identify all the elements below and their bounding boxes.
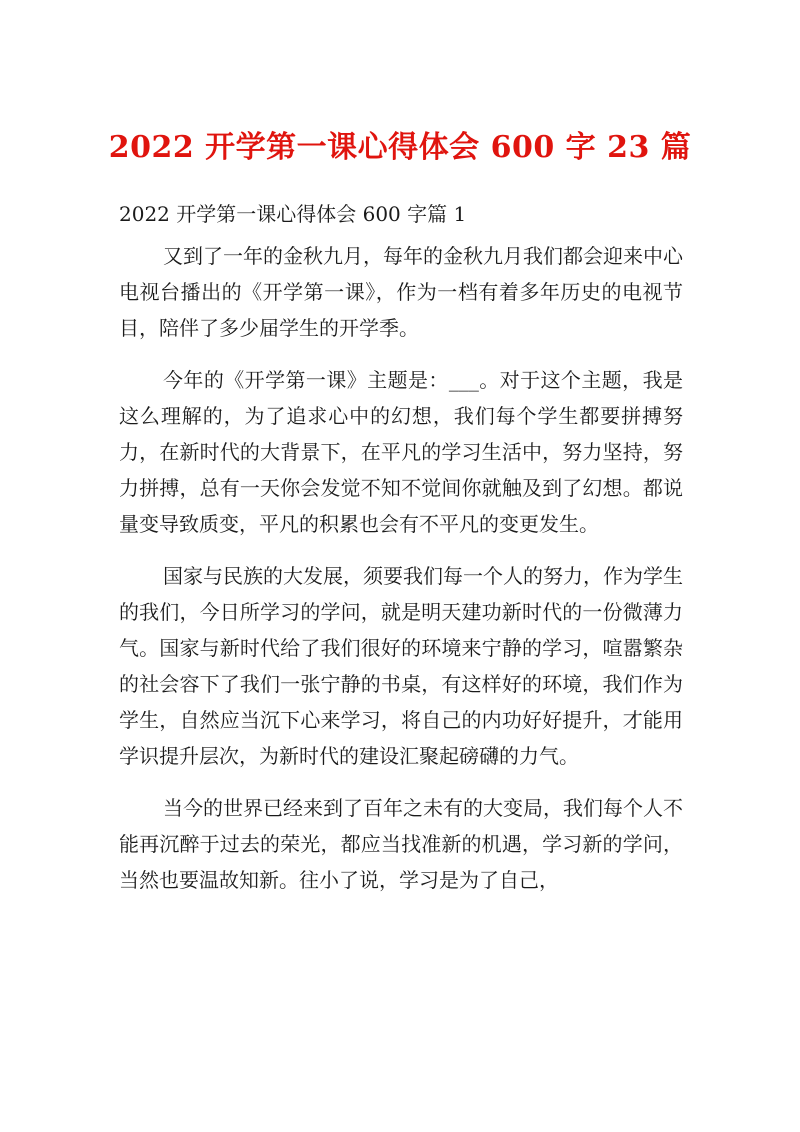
body-text [119,238,683,898]
section-heading: 2022 开学第一课心得体会 600 字篇 1 [119,202,467,226]
paragraph-1: 又到了一年的金秋九月，每年的金秋九月我们都会迎来中心电视台播出的《开学第一课》，作为一档有着多年历史的电视节目，陪伴了多少届学生的开学季。 [119,244,683,340]
paragraph-2: 今年的《开学第一课》主题是：___。对于这个主题，我是这么理解的，为了追求心中的幻想，我们每个学生都要拼搏努力，在新时代的大背景下，在平凡的学习生活中，努力坚持，努力拼搏，总有一天你会发觉不知不觉间你就触及到了幻想。都说量变导致质变，平凡的积累也会有不平凡的变更发生。 [119,368,683,536]
document-title: 2022 开学第一课心得体会 600 字 23 篇 [108,130,692,165]
paragraph-4: 当今的世界已经来到了百年之未有的大变局，我们每个人不能再沉醉于过去的荣光，都应当找准新的机遇，学习新的学问，当然也要温故知新。往小了说，学习是为了自己， [119,796,683,892]
paragraph-3: 国家与民族的大发展，须要我们每一个人的努力，作为学生的我们，今日所学习的学问，就是明天建功新时代的一份微薄力气。国家与新时代给了我们很好的环境来宁静的学习，喧嚣繁杂的社会容下了我们一张宁静的书桌，有这样好的环境，我们作为学生，自然应当沉下心来学习，将自己的内功好好提升，才能用学识提升层次，为新时代的建设汇聚起磅礴的力气。 [119,564,683,768]
